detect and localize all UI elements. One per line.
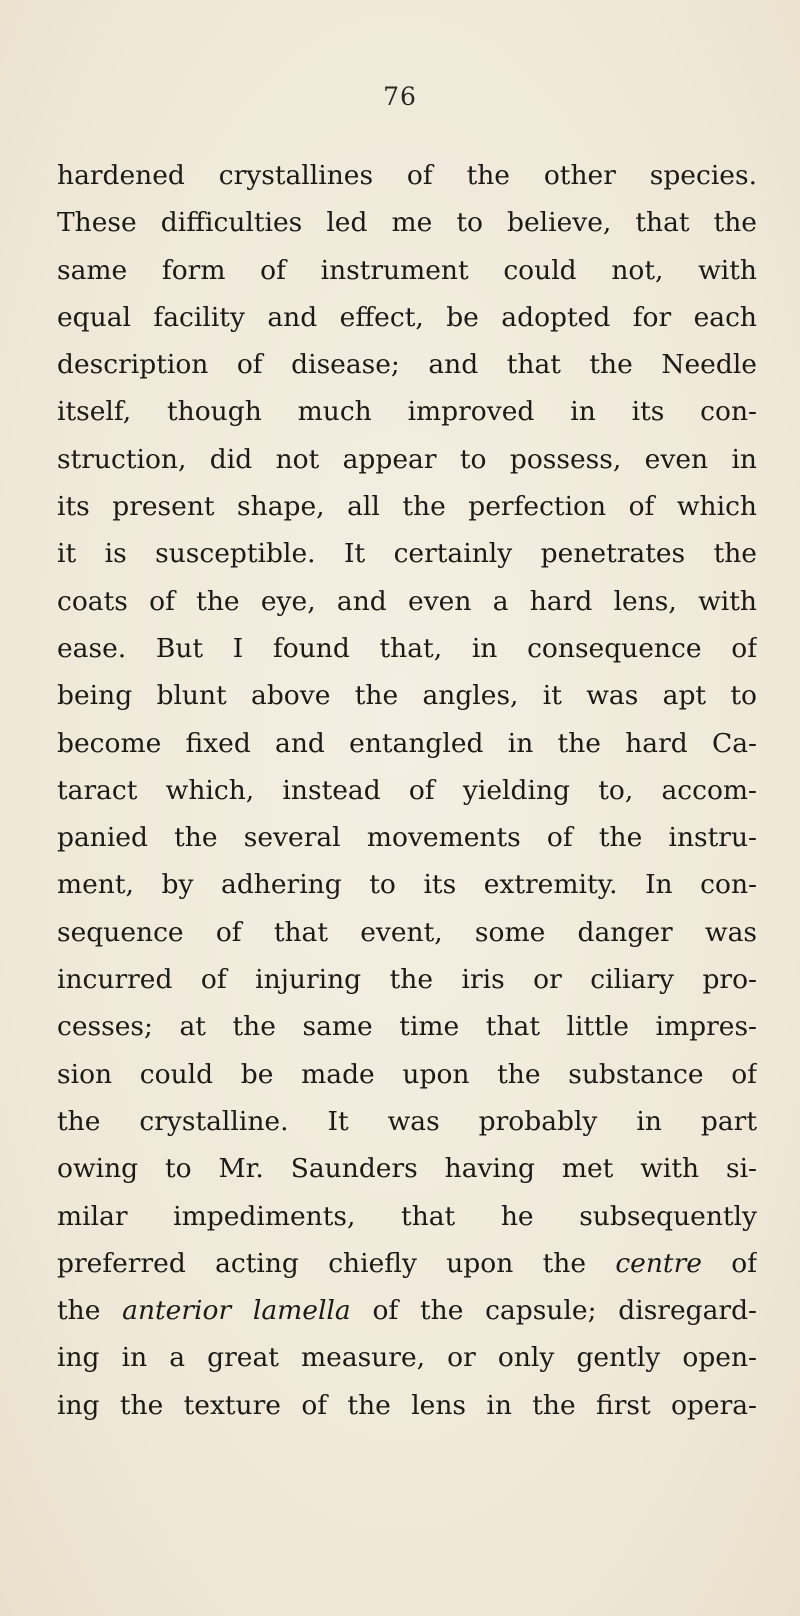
text-segment: being blunt above the angles, it was apt to [57, 680, 757, 712]
text-line [57, 625, 757, 672]
text-line [57, 1098, 757, 1145]
text-line [57, 1382, 757, 1429]
text-line [57, 530, 757, 577]
text-segment: ease. But I found that, in consequence of [57, 632, 757, 664]
text-segment: incurred of injuring the iris or ciliary pro- [57, 964, 757, 996]
text-segment: become fixed and entangled in the hard Ca- [57, 727, 757, 759]
text-segment: the [57, 1295, 123, 1327]
text-segment: ing the texture of the lens in the first opera- [57, 1389, 757, 1421]
text-segment: sion could be made upon the substance of [57, 1058, 757, 1090]
italic-phrase: centre [615, 1247, 702, 1279]
text-segment: equal facility and effect, be adopted for each [57, 301, 757, 333]
text-segment: panied the several movements of the instru- [57, 822, 757, 854]
text-segment: These difficulties led me to believe, that the [57, 207, 757, 239]
text-segment: sequence of that event, some danger was [57, 916, 757, 948]
text-segment: hardened crystallines of the other species. [57, 160, 757, 191]
page-number: 76 [383, 82, 417, 111]
text-line [57, 294, 757, 341]
text-segment: its present shape, all the perfection of which [57, 491, 757, 523]
text-segment: of [701, 1247, 757, 1279]
text-segment: the crystalline. It was probably in part [57, 1105, 757, 1137]
text-segment: of the capsule; disregard- [350, 1295, 757, 1327]
text-segment: same form of instrument could not, with [57, 254, 757, 286]
text-line [57, 1051, 757, 1098]
text-line [57, 578, 757, 625]
text-line [57, 1334, 757, 1381]
text-line [57, 1287, 757, 1334]
text-line [57, 672, 757, 719]
text-line [57, 956, 757, 1003]
text-line [57, 720, 757, 767]
text-segment: ing in a great measure, or only gently open- [57, 1342, 757, 1374]
text-segment: description of disease; and that the Needle [57, 349, 757, 381]
italic-phrase: anterior lamella [122, 1295, 351, 1327]
text-segment: struction, did not appear to possess, even in [57, 443, 757, 475]
text-segment: itself, though much improved in its con- [57, 396, 757, 428]
text-line [57, 341, 757, 388]
text-segment: milar impediments, that he subsequently [57, 1200, 757, 1232]
text-line [57, 814, 757, 861]
text-line [57, 436, 757, 483]
text-line [57, 1003, 757, 1050]
text-line [57, 1145, 757, 1192]
text-line [57, 483, 757, 530]
text-line [57, 152, 757, 199]
text-line [57, 1193, 757, 1240]
text-line [57, 767, 757, 814]
text-segment: taract which, instead of yielding to, accom- [57, 774, 757, 806]
text-segment: preferred acting chiefly upon the [57, 1247, 616, 1279]
text-line [57, 199, 757, 246]
text-line [57, 861, 757, 908]
text-segment: coats of the eye, and even a hard lens, with [57, 585, 757, 617]
text-line [57, 388, 757, 435]
text-line [57, 1240, 757, 1287]
text-line [57, 909, 757, 956]
text-line [57, 247, 757, 294]
body-text [57, 152, 757, 1429]
text-segment: it is susceptible. It certainly penetrates the [57, 538, 757, 570]
text-segment: cesses; at the same time that little impres- [57, 1011, 757, 1043]
text-segment: ment, by adhering to its extremity. In con- [57, 869, 757, 901]
text-segment: owing to Mr. Saunders having met with si- [57, 1153, 757, 1185]
